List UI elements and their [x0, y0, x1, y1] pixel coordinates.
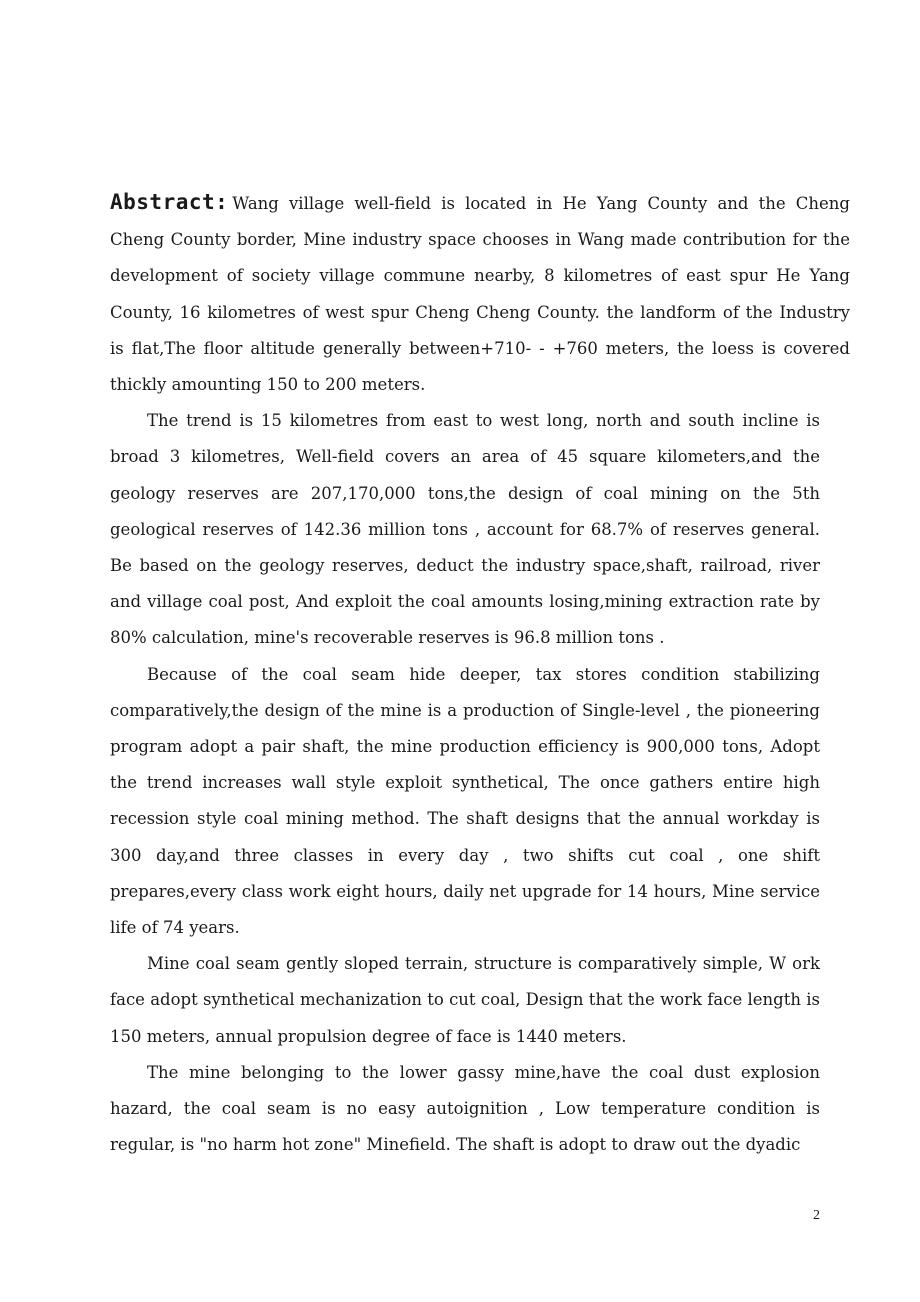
- abstract-paragraph: [110, 184, 850, 403]
- abstract-text: Wang village well-field is located in He Yang County and the Cheng Cheng County border, Mine industry space chooses in Wang made contribution for the development of society village commune nearby, 8 kilometres of east spur He Yang County, 16 kilometres of west spur Cheng Cheng County. the landform of the Industry is flat,The floor altitude generally between+710- - +760 meters, the loess is covered thickly amounting 150 to 200 meters.: [110, 194, 850, 395]
- abstract-section: [110, 184, 850, 1163]
- body-paragraph-2: Because of the coal seam hide deeper, tax stores condition stabilizing comparatively,the design of the mine is a production of Single-level , the pioneering program adopt a pair shaft, the mine production efficiency is 900,000 tons, Adopt the trend increases wall style exploit synthetical, The once gathers entire high recession style coal mining method. The shaft designs that the annual workday is 300 day,and three classes in every day , two shifts cut coal , one shift prepares,every class work eight hours, daily net upgrade for 14 hours, Mine service life of 74 years.: [110, 664, 820, 938]
- body-paragraph-4: The mine belonging to the lower gassy mine,have the coal dust explosion hazard, the coal seam is no easy autoignition , Low temperature condition is regular, is "no harm hot zone" Minefield. The shaft is adopt to draw out the dyadic: [110, 1062, 820, 1155]
- body-paragraph-1: The trend is 15 kilometres from east to west long, north and south incline is broad 3 kilometres, Well-field covers an area of 45 square kilometers,and the geology reserves are 207,170,000 tons,the design of coal mining on the 5th geological reserves of 142.36 million tons , account for 68.7% of reserves general. Be based on the geology reserves, deduct the industry space,shaft, railroad, river and village coal post, And exploit the coal amounts losing,mining extraction rate by 80% calculation, mine's recoverable reserves is 96.8 million tons .: [110, 411, 820, 648]
- body-paragraph-3: Mine coal seam gently sloped terrain, structure is comparatively simple, W ork face adopt synthetical mechanization to cut coal, Design that the work face length is 150 meters, annual propulsion degree of face is 1440 meters.: [110, 954, 820, 1046]
- page-number: 2: [813, 1208, 820, 1223]
- abstract-label: Abstract:: [110, 190, 229, 214]
